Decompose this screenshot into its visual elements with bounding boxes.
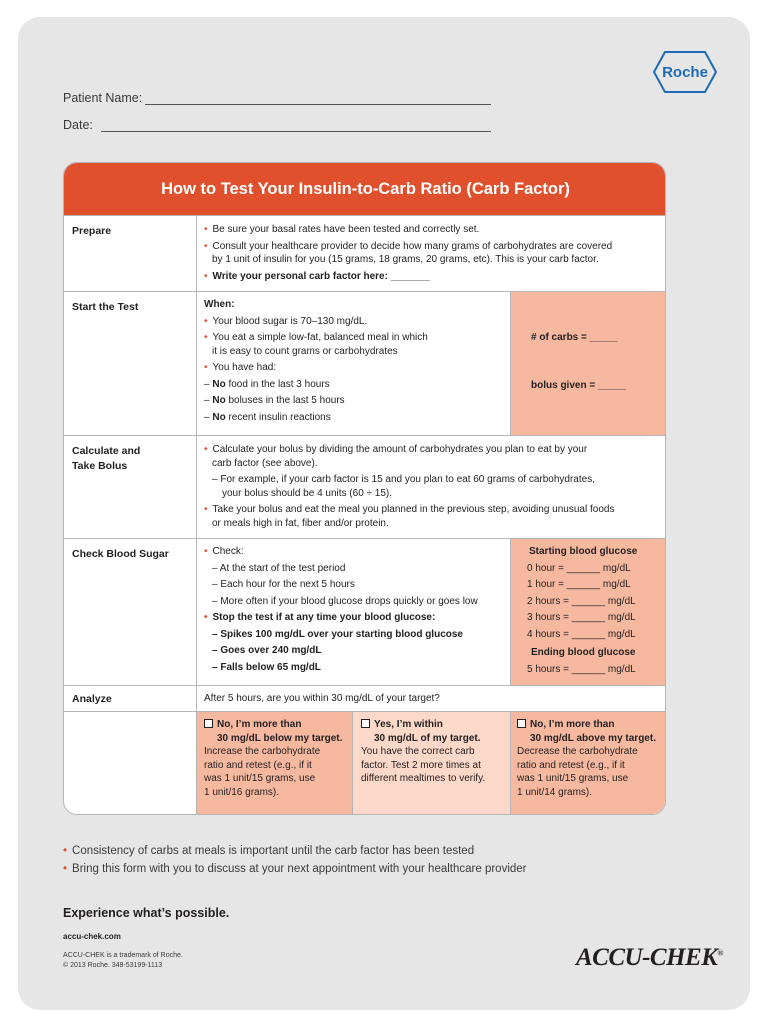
ending-glucose-title: Ending blood glucose — [531, 647, 636, 658]
no-food-text: food in the last 3 hours — [225, 378, 330, 390]
no-bolus-text: boluses in the last 5 hours — [225, 395, 345, 406]
below-line-2: ratio and retest (e.g., if it — [204, 759, 312, 771]
calculate-label — [72, 444, 192, 474]
patient-name-field[interactable] — [63, 91, 142, 105]
calculate-label-line-1: Calculate and — [72, 445, 141, 457]
carb-factor-blank[interactable]: Write your personal carb factor here: _______ — [212, 270, 430, 282]
card-title: How to Test Your Insulin-to-Carb Ratio (Carb Factor) — [64, 163, 666, 215]
calc-example-cont: your bolus should be 4 units (60 ÷ 15). — [222, 487, 393, 499]
bolus-blank[interactable]: bolus given = _____ — [531, 380, 626, 391]
prepare-bullet-2-cont: by 1 unit of insulin for you (15 grams, 18 grams, 20 grams, etc). This is your carb factor. — [212, 254, 599, 265]
check-heading: Check: — [212, 546, 244, 557]
hour-0-blank[interactable]: 0 hour = ______ mg/dL — [527, 562, 631, 574]
starting-glucose-title: Starting blood glucose — [529, 546, 638, 557]
below-target-checkbox[interactable] — [204, 719, 213, 728]
patient-name-label: Patient Name: — [63, 91, 143, 105]
below-line-4: 1 unit/16 grams). — [204, 786, 280, 798]
note-1: Consistency of carbs at meals is important until the carb factor has been tested — [72, 845, 475, 857]
outcome-above — [517, 718, 656, 799]
stop-item-2: – Goes over 240 mg/dL — [212, 645, 322, 656]
below-line-3: was 1 unit/15 grams, use — [204, 773, 316, 784]
check-label: Check Blood Sugar — [72, 548, 169, 560]
date-field[interactable] — [63, 118, 93, 132]
no-food-strong: No — [212, 378, 226, 390]
carb-factor-card — [63, 162, 666, 815]
registered-mark: ® — [717, 948, 723, 958]
stop-item-1: – Spikes 100 mg/dL over your starting blood glucose — [212, 628, 463, 640]
stop-item-3: – Falls below 65 mg/dL — [212, 661, 321, 673]
date-label: Date: — [63, 118, 93, 132]
no-bolus-strong: No — [212, 395, 226, 406]
accu-chek-logo — [576, 944, 723, 972]
within-line-1: You have the correct carb — [361, 746, 475, 757]
check-row: Check Blood Sugar • Check: – At the start of the test period – Each hour for the next 5 hours – More often if your blood glucose drops quickly or goes low • Stop the test if at any time your blood glucose: – Spikes 100 mg/dL over your starting blood glucose – Goes over 240 mg/dL – Falls below 65 mg/dL Starting blood glucose 0 hour = ______ mg/dL 1 hour = ______ mg/dL 2 hours = ______ mg/dL 3 hours = ______ mg/dL 4 hours = ______ mg/dL Ending blood glucose 5 hours = ______ mg/dL — [64, 538, 666, 685]
when-heading: When: — [204, 299, 235, 310]
below-line-1: Increase the carbohydrate — [204, 746, 321, 757]
roche-logo-text: Roche — [662, 63, 708, 81]
above-line-4: 1 unit/14 grams). — [517, 786, 593, 798]
analyze-question: After 5 hours, are you within 30 mg/dL of your target? — [204, 693, 440, 704]
calculate-label-line-2: Take Bolus — [72, 460, 128, 472]
outcome-within — [361, 718, 485, 786]
start-bullet-2: You eat a simple low-fat, balanced meal in which — [212, 332, 428, 343]
calc-bullet-1-cont: carb factor (see above). — [212, 457, 318, 469]
calculate-row: Calculate and Take Bolus • Calculate your bolus by dividing the amount of carbohydrates you plan to eat by your carb factor (see above). – For example, if your carb factor is 15 and you plan to eat 60 grams of carbohydrates, your bolus should be 4 units (60 ÷ 15). • Take your bolus and eat the meal you planned in the previous step, avoiding unusual foods or meals high in fat, fiber and/or protein. — [64, 435, 666, 538]
start-test-row: Start the Test When: • Your blood sugar is 70–130 mg/dL. • You eat a simple low-fat, balanced meal in which it is easy to count grams or carbohydrates • You have had: – No food in the last 3 hours – No boluses in the last 5 hours – No recent insulin reactions # of carbs = _____ bolus given = _____ — [64, 291, 666, 435]
start-bullet-1: Your blood sugar is 70–130 mg/dL. — [212, 315, 368, 327]
accu-chek-wordmark: ACCU-CHEK — [576, 944, 718, 971]
within-line-2: factor. Test 2 more times at — [361, 759, 481, 771]
copyright-note: © 2013 Roche. 348-53199-1113 — [63, 962, 163, 969]
check-item-1: – At the start of the test period — [212, 562, 346, 574]
above-title-1: No, I’m more than — [530, 719, 615, 730]
trademark-note: ACCU-CHEK is a trademark of Roche. — [63, 952, 183, 959]
above-line-3: was 1 unit/15 grams, use — [517, 773, 629, 784]
check-item-2: – Each hour for the next 5 hours — [212, 579, 355, 590]
hour-3-blank[interactable]: 3 hours = ______ mg/dL — [527, 612, 636, 623]
above-line-2: ratio and retest (e.g., if it — [517, 759, 625, 771]
hour-4-blank[interactable]: 4 hours = ______ mg/dL — [527, 628, 636, 640]
prepare-bullet-2: Consult your healthcare provider to decide how many grams of carbohydrates are covered — [212, 240, 613, 252]
below-title-1: No, I’m more than — [217, 719, 302, 730]
carbs-blank[interactable]: # of carbs = _____ — [531, 332, 618, 343]
calc-bullet-2-cont: or meals high in fat, fiber and/or protein. — [212, 517, 389, 529]
analyze-row — [64, 685, 666, 711]
below-title-2: 30 mg/dL below my target. — [217, 732, 343, 744]
calc-bullet-1: Calculate your bolus by dividing the amount of carbohydrates you plan to eat by your — [212, 444, 588, 455]
outcomes-row — [64, 711, 666, 815]
start-bullet-3: You have had: — [212, 362, 277, 373]
stop-heading: Stop the test if at any time your blood glucose: — [212, 612, 436, 623]
prepare-bullet-1: Be sure your basal rates have been tested and correctly set. — [212, 224, 480, 235]
above-line-1: Decrease the carbohydrate — [517, 746, 638, 757]
analyze-label: Analyze — [72, 693, 112, 705]
prepare-label: Prepare — [72, 225, 112, 237]
note-2: Bring this form with you to discuss at your next appointment with your healthcare provider — [72, 863, 527, 875]
above-target-checkbox[interactable] — [517, 719, 526, 728]
no-reaction-text: recent insulin reactions — [225, 411, 331, 423]
hour-1-blank[interactable]: 1 hour = ______ mg/dL — [527, 579, 631, 590]
hour-5-blank[interactable]: 5 hours = ______ mg/dL — [527, 663, 636, 675]
notes: • Consistency of carbs at meals is important until the carb factor has been tested • Bring this form with you to discuss at your next appointment with your healthcare provider — [63, 845, 527, 875]
within-title-2: 30 mg/dL of my target. — [374, 732, 481, 744]
calc-bullet-2: Take your bolus and eat the meal you planned in the previous step, avoiding unusual foods — [212, 504, 615, 515]
start-test-panel — [510, 292, 666, 435]
within-target-checkbox[interactable] — [361, 719, 370, 728]
website-link[interactable]: accu-chek.com — [63, 932, 121, 941]
start-bullet-2-cont: it is easy to count grams or carbohydrates — [212, 345, 398, 357]
outcome-below — [204, 718, 342, 799]
prepare-row: Prepare • Be sure your basal rates have been tested and correctly set. • Consult your healthcare provider to decide how many grams of carbohydrates are covered by 1 unit of insulin for you (15 grams, 18 grams, 20 grams, etc). This is your carb factor. • Write your personal carb factor here: _______ — [64, 215, 666, 291]
within-title-1: Yes, I’m within — [374, 719, 443, 730]
start-test-label: Start the Test — [72, 301, 139, 313]
no-reaction-strong: No — [212, 411, 226, 423]
tagline: Experience what’s possible. — [63, 906, 230, 920]
hour-2-blank[interactable]: 2 hours = ______ mg/dL — [527, 595, 636, 607]
calc-example: – For example, if your carb factor is 15 and you plan to eat 60 grams of carbohydrates, — [212, 474, 595, 485]
within-line-3: different mealtimes to verify. — [361, 773, 486, 784]
above-title-2: 30 mg/dL above my target. — [530, 732, 656, 744]
check-item-3: – More often if your blood glucose drops quickly or goes low — [212, 595, 478, 607]
